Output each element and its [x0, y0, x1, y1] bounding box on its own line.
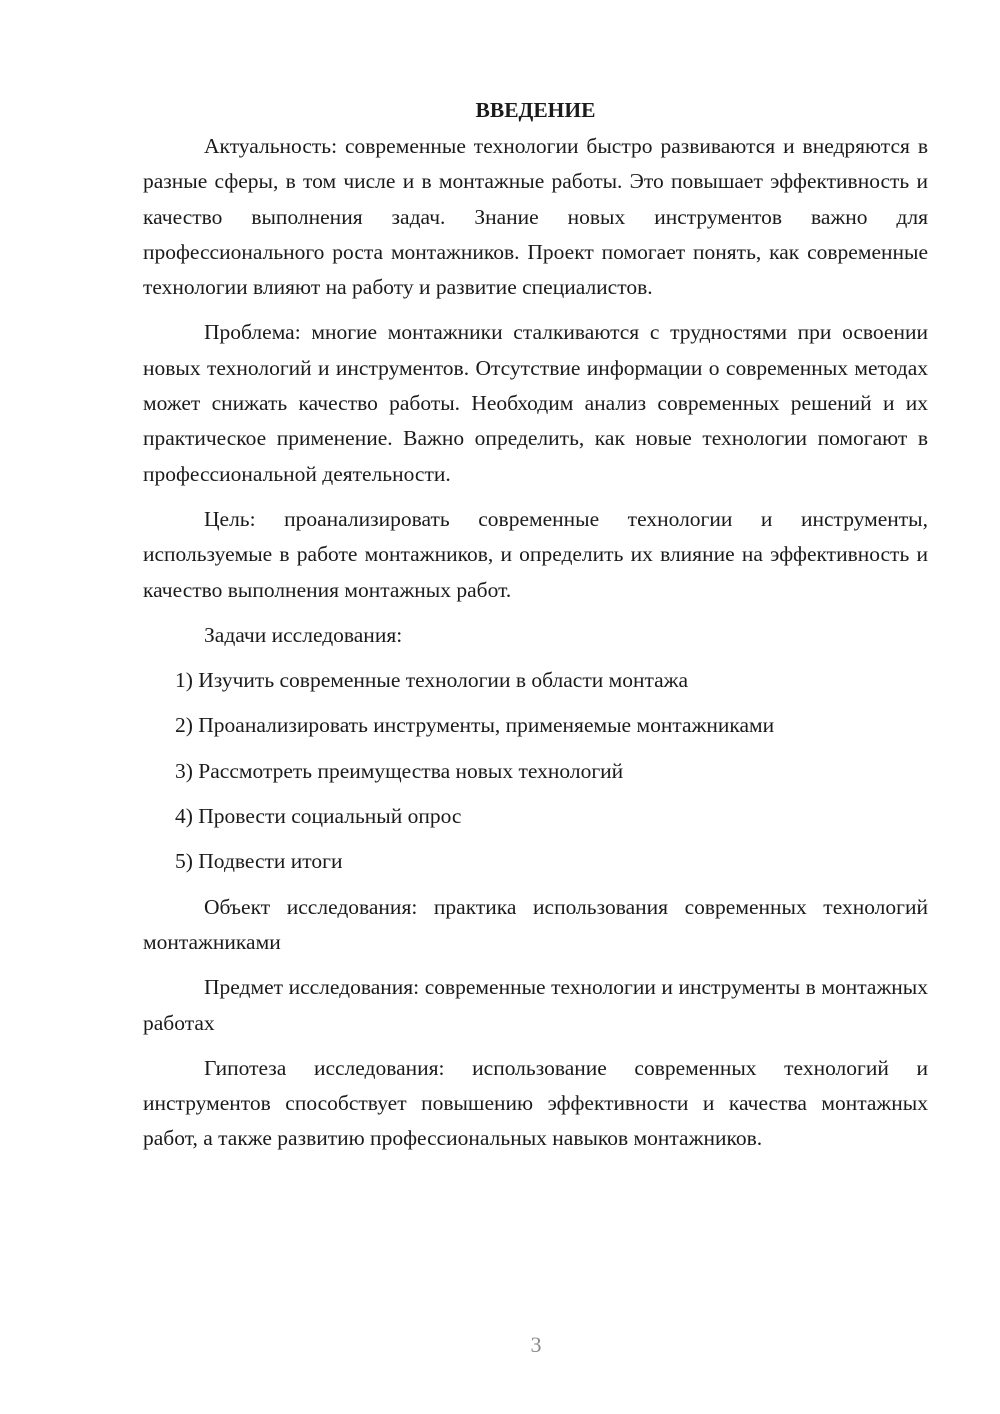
page-title: ВВЕДЕНИЕ	[475, 98, 596, 122]
hypothesis-paragraph: Гипотеза исследования: использование современных технологий и инструментов способствует повышению эффективности и качества монтажных работ, а также развитию профессиональных навыков монтажников.	[143, 1055, 928, 1151]
relevance-paragraph: Актуальность: современные технологии быстро развиваются и внедряются в разные сферы, в том числе и в монтажные работы. Это повышает эффективность и качество выполнения задач. Знание новых инструментов важно для профессионального роста монтажников. Проект помогает понять, как современные технологии влияют на работу и развитие специалистов.	[143, 134, 928, 300]
task-item: 4) Провести социальный опрос	[175, 804, 462, 829]
problem-paragraph: Проблема: многие монтажники сталкиваются с трудностями при освоении новых технологий и инструментов. Отсутствие информации о современных методах может снижать качество работы. Необходим анализ современных решений и их практическое применение. Важно определить, как новые технологии помогают в профессиональной деятельности.	[143, 320, 928, 486]
task-item: 5) Подвести итоги	[175, 849, 343, 874]
task-item: 2) Проанализировать инструменты, применяемые монтажниками	[175, 713, 775, 738]
task-item: 1) Изучить современные технологии в области монтажа	[175, 668, 689, 693]
goal-paragraph: Цель: проанализировать современные технологии и инструменты, используемые в работе монтажников, и определить их влияние на эффективность и качество выполнения монтажных работ.	[143, 506, 928, 602]
tasks-heading: Задачи исследования:	[204, 622, 403, 647]
task-list	[143, 663, 928, 879]
page-number: 3	[530, 1332, 542, 1357]
task-item: 3) Рассмотреть преимущества новых технологий	[175, 758, 624, 783]
object-paragraph: Объект исследования: практика использования современных технологий монтажниками	[143, 894, 928, 954]
subject-paragraph: Предмет исследования: современные технологии и инструменты в монтажных работах	[143, 975, 928, 1035]
document-page	[143, 93, 928, 1167]
